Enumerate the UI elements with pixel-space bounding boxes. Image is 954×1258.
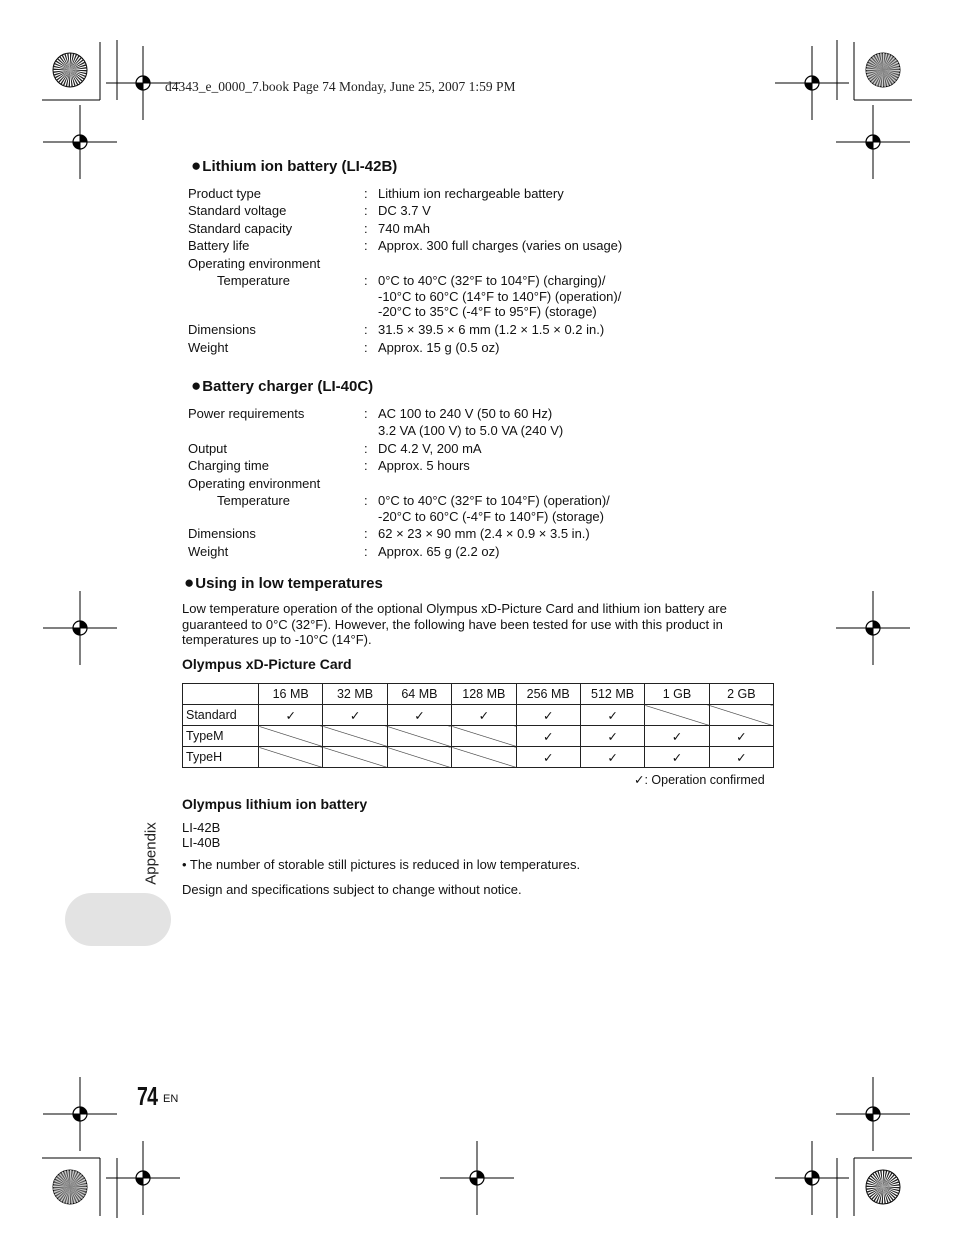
not-applicable-cell — [452, 747, 516, 768]
spec-colon: : — [364, 340, 368, 355]
column-header: 16 MB — [259, 684, 323, 705]
check-cell: ✓ — [580, 726, 644, 747]
spec-label: Charging time — [188, 458, 269, 473]
spec-value: DC 3.7 V — [378, 203, 431, 218]
spec-label: Weight — [188, 544, 229, 559]
not-applicable-cell — [452, 726, 516, 747]
not-applicable-cell — [259, 747, 323, 768]
check-cell: ✓ — [516, 705, 580, 726]
spec-label: Dimensions — [188, 322, 256, 337]
page-language: EN — [163, 1093, 179, 1105]
column-header: 128 MB — [452, 684, 516, 705]
battery-model-1: LI-42B — [182, 820, 221, 835]
charger-title-text: Battery charger (LI-40C) — [202, 378, 374, 395]
spec-colon: : — [364, 322, 368, 337]
spec-colon: : — [364, 526, 368, 541]
spec-value: 31.5 × 39.5 × 6 mm (1.2 × 1.5 × 0.2 in.) — [378, 322, 605, 337]
check-cell: ✓ — [387, 705, 451, 726]
spec-value: 740 mAh — [378, 221, 431, 236]
spec-value: Lithium ion rechargeable battery — [378, 186, 564, 201]
bullet-icon: ● — [191, 376, 202, 395]
column-header: 2 GB — [709, 684, 773, 705]
column-header: 64 MB — [387, 684, 451, 705]
check-cell: ✓ — [580, 747, 644, 768]
column-header: 32 MB — [323, 684, 387, 705]
check-cell: ✓ — [323, 705, 387, 726]
spec-value: Approx. 300 full charges (varies on usage) — [378, 238, 623, 253]
spec-label: Standard voltage — [188, 203, 287, 218]
spec-colon: : — [364, 273, 368, 288]
battery-title-text: Lithium ion battery (LI-42B) — [202, 158, 398, 175]
spec-label: Operating environment — [188, 256, 321, 271]
spec-colon: : — [364, 441, 368, 456]
spec-label: Weight — [188, 340, 229, 355]
spec-value: -20°C to 35°C (-4°F to 95°F) (storage) — [378, 304, 597, 319]
spec-colon: : — [364, 203, 368, 218]
spec-label: Power requirements — [188, 406, 305, 421]
charger-section-title — [191, 376, 373, 396]
battery-section-title — [191, 156, 397, 176]
spec-label: Output — [188, 441, 228, 456]
check-cell: ✓ — [709, 747, 773, 768]
spec-colon: : — [364, 544, 368, 559]
spec-colon: : — [364, 493, 368, 508]
table-row — [183, 726, 774, 747]
spec-value: Approx. 5 hours — [378, 458, 470, 473]
not-applicable-cell — [645, 705, 709, 726]
spec-value: Approx. 15 g (0.5 oz) — [378, 340, 500, 355]
starburst-icon — [53, 1170, 87, 1204]
check-cell: ✓ — [516, 726, 580, 747]
row-label: TypeM — [183, 726, 259, 747]
spec-label: Operating environment — [188, 476, 321, 491]
low-temp-section-title — [184, 573, 383, 593]
check-cell: ✓ — [580, 705, 644, 726]
spec-colon: : — [364, 221, 368, 236]
low-temp-title-text: Using in low temperatures — [195, 575, 383, 592]
check-cell: ✓ — [709, 726, 773, 747]
bullet-note: • The number of storable still pictures is reduced in low temperatures. — [182, 857, 581, 872]
card-compat-table — [182, 683, 774, 768]
spec-value: 62 × 23 × 90 mm (2.4 × 0.9 × 3.5 in.) — [378, 526, 590, 541]
spec-value: 0°C to 40°C (32°F to 104°F) (charging)/ — [378, 273, 606, 288]
column-header: 512 MB — [580, 684, 644, 705]
battery-compat-title: Olympus lithium ion battery — [182, 796, 368, 812]
table-row — [183, 747, 774, 768]
check-cell: ✓ — [645, 747, 709, 768]
spec-value: -10°C to 60°C (14°F to 140°F) (operation)/ — [378, 289, 622, 304]
bullet-icon: ● — [191, 156, 202, 175]
battery-model-2: LI-40B — [182, 835, 221, 850]
disclaimer: Design and specifications subject to change without notice. — [182, 882, 522, 897]
starburst-icon — [53, 53, 87, 87]
spec-value: AC 100 to 240 V (50 to 60 Hz) — [378, 406, 553, 421]
starburst-icon — [866, 53, 900, 87]
spec-colon: : — [364, 238, 368, 253]
not-applicable-cell — [387, 747, 451, 768]
spec-label: Product type — [188, 186, 261, 201]
bullet-icon: ● — [184, 573, 195, 592]
spec-label: Battery life — [188, 238, 250, 253]
spec-value: Approx. 65 g (2.2 oz) — [378, 544, 500, 559]
spec-label: Standard capacity — [188, 221, 293, 236]
spec-label: Temperature — [217, 273, 290, 288]
not-applicable-cell — [259, 726, 323, 747]
print-header: d4343_e_0000_7.book Page 74 Monday, June 25, 2007 1:59 PM — [165, 79, 516, 94]
column-header: 1 GB — [645, 684, 709, 705]
spec-colon: : — [364, 186, 368, 201]
spec-value: DC 4.2 V, 200 mA — [378, 441, 482, 456]
spec-value: 3.2 VA (100 V) to 5.0 VA (240 V) — [378, 423, 564, 438]
not-applicable-cell — [709, 705, 773, 726]
side-tab — [65, 893, 171, 946]
check-cell: ✓ — [259, 705, 323, 726]
table-row — [183, 705, 774, 726]
check-cell: ✓ — [645, 726, 709, 747]
low-temp-intro: Low temperature operation of the optional Olympus xD-Picture Card and lithium ion battery are guaranteed to 0°C (32°F). However, the following have been tested for use with this product in temperatures up to -10°C (14°F). — [182, 601, 727, 647]
check-cell: ✓ — [452, 705, 516, 726]
card-title: Olympus xD-Picture Card — [182, 656, 352, 672]
spec-value: 0°C to 40°C (32°F to 104°F) (operation)/ — [378, 493, 610, 508]
check-cell: ✓ — [516, 747, 580, 768]
appendix-label: Appendix — [142, 822, 160, 885]
table-legend: ✓: Operation confirmed — [634, 773, 765, 787]
row-label: Standard — [183, 705, 259, 726]
spec-colon: : — [364, 458, 368, 473]
not-applicable-cell — [387, 726, 451, 747]
table-corner-cell — [183, 684, 259, 705]
not-applicable-cell — [323, 726, 387, 747]
not-applicable-cell — [323, 747, 387, 768]
spec-value: -20°C to 60°C (-4°F to 140°F) (storage) — [378, 509, 604, 524]
column-header: 256 MB — [516, 684, 580, 705]
page-number: 74 — [137, 1081, 158, 1111]
spec-label: Temperature — [217, 493, 290, 508]
starburst-icon — [866, 1170, 900, 1204]
spec-label: Dimensions — [188, 526, 256, 541]
spec-colon: : — [364, 406, 368, 421]
row-label: TypeH — [183, 747, 259, 768]
table-header-row — [183, 684, 774, 705]
